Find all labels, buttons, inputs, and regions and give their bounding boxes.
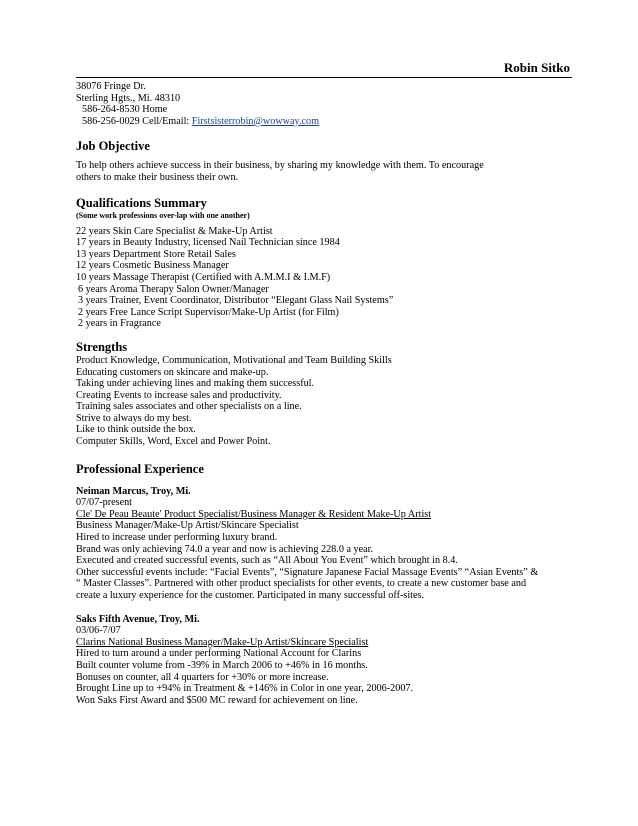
- qualification-item: 2 years in Fragrance: [78, 318, 161, 330]
- job-dates: 03/06-7/07: [76, 625, 121, 637]
- street-address: 38076 Fringe Dr.: [76, 81, 146, 92]
- strength-item: Training sales associates and other specialists on a line.: [76, 401, 302, 413]
- strength-item: Creating Events to increase sales and productivity.: [76, 389, 282, 401]
- objective-heading: Job Objective: [76, 139, 150, 154]
- objective-line: others to make their business their own.: [76, 171, 239, 183]
- qualification-item: 10 years Massage Therapist (Certified with A.M.M.I & I.M.F): [76, 271, 331, 283]
- qualification-item: 13 years Department Store Retail Sales: [76, 248, 236, 260]
- job-detail: “ Master Classes”. Partnered with other product specialists for other events, to create a new customer base and: [76, 578, 527, 590]
- strength-item: Product Knowledge, Communication, Motivational and Team Building Skills: [76, 354, 392, 366]
- contact-block: [76, 81, 572, 127]
- strength-item: Strive to always do my best.: [76, 412, 192, 424]
- job-detail: Bonuses on counter, all 4 quarters for +30% or more increase.: [76, 671, 329, 683]
- job-detail: Built counter volume from -39% in March 2006 to +46% in 16 months.: [76, 659, 368, 671]
- header-rule: [76, 77, 572, 78]
- objective-line: To help others achieve success in their business, by sharing my knowledge with them. To encourage: [76, 160, 484, 172]
- cell-email-line: [76, 116, 572, 128]
- job-entry: [76, 614, 572, 707]
- job-detail: Hired to increase under performing luxury brand.: [76, 532, 278, 544]
- job-detail: create a luxury experience for the customer. Participated in many successful off-sites.: [76, 590, 425, 601]
- job-title: Clarins National Business Manager/Make-Up Artist/Skincare Specialist: [76, 636, 369, 648]
- strength-item: Educating customers on skincare and make-up.: [76, 366, 269, 378]
- email-link[interactable]: Firstsisterrobin@wowway.com: [191, 115, 320, 127]
- qualification-item: 3 years Trainer, Event Coordinator, Distributor “Elegant Glass Nail Systems”: [78, 295, 394, 307]
- qualifications-note: (Some work professions over-lap with one another): [76, 210, 250, 220]
- job-entry: [76, 486, 572, 602]
- job-detail: Executed and created successful events, such as “All About You Event” which brought in 8.4.: [76, 555, 458, 567]
- resume-page: [76, 60, 572, 706]
- job-detail: Hired to turn around a under performing National Account for Clarins: [76, 648, 362, 660]
- job-detail: Business Manager/Make-Up Artist/Skincare Specialist: [76, 520, 299, 532]
- qualification-item: 17 years in Beauty Industry, licensed Nail Technician since 1984: [76, 237, 340, 249]
- job-dates: 07/07-present: [76, 497, 133, 509]
- strength-item: Computer Skills, Word, Excel and Power Point.: [76, 436, 271, 448]
- job-title: Cle' De Peau Beaute' Product Specialist/Business Manager & Resident Make-Up Artist: [76, 508, 432, 520]
- strength-item: Taking under achieving lines and making them successful.: [76, 378, 315, 390]
- job-employer: Saks Fifth Avenue, Troy, Mi.: [76, 613, 200, 625]
- qualifications-heading: Qualifications Summary: [76, 195, 207, 210]
- job-detail: Other successful events include: “Facial Events”, “Signature Japanese Facial Massage Events” “Asian Events” &: [76, 566, 539, 578]
- qualifications-list: [76, 226, 572, 330]
- cell-phone: 586-256-0029 Cell/Email:: [82, 115, 190, 127]
- qualification-item: 2 years Free Lance Script Supervisor/Make-Up Artist (for Film): [78, 306, 339, 318]
- job-detail: Won Saks First Award and $500 MC reward for achievement on line.: [76, 694, 358, 706]
- city-address: Sterling Hgts., Mi. 48310: [76, 92, 181, 104]
- strength-item: Like to think outside the box.: [76, 424, 196, 436]
- resume-name: Robin Sitko: [503, 60, 570, 75]
- strengths-list: [76, 355, 572, 448]
- qualification-item: 6 years Aroma Therapy Salon Owner/Manager: [78, 283, 269, 295]
- job-detail: Brought Line up to +94% in Treatment & +146% in Color in one year, 2006-2007.: [76, 683, 414, 695]
- strengths-heading: Strengths: [76, 339, 128, 354]
- qualification-item: 12 years Cosmetic Business Manager: [76, 260, 229, 272]
- job-employer: Neiman Marcus, Troy, Mi.: [76, 485, 191, 497]
- home-phone: 586-264-8530 Home: [82, 104, 168, 116]
- qualification-item: 22 years Skin Care Specialist & Make-Up Artist: [76, 225, 273, 237]
- experience-heading: Professional Experience: [76, 461, 204, 476]
- job-detail: Brand was only achieving 74.0 a year and now is achieving 228.0 a year.: [76, 543, 374, 555]
- objective-text: [76, 160, 572, 183]
